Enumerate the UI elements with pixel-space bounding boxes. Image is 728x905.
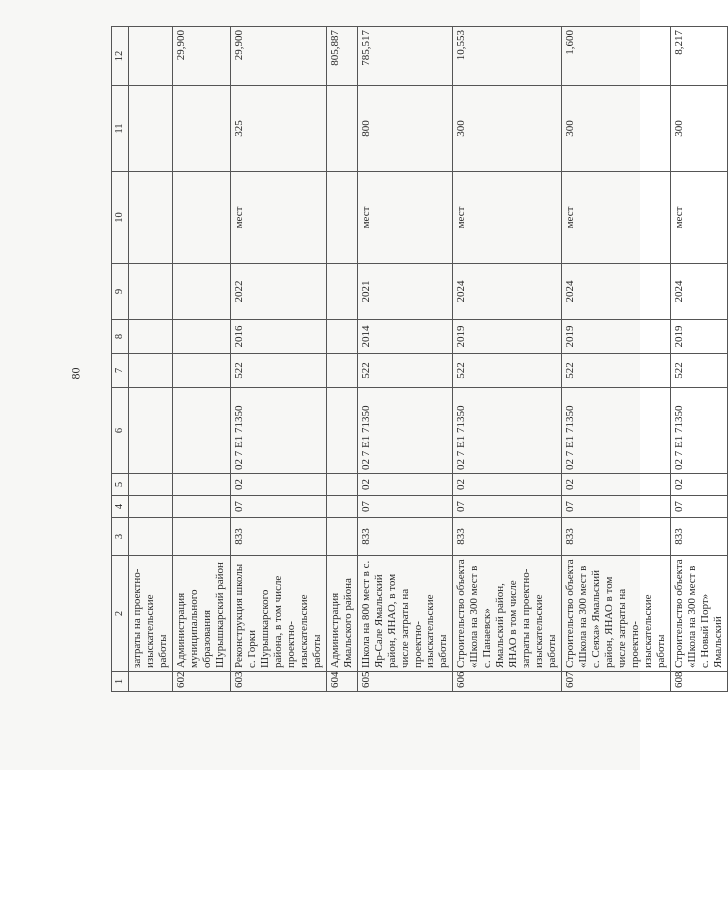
row-number: 604: [326, 672, 357, 692]
header-cell-3: 3: [112, 518, 129, 556]
cell-start-year: 2019: [562, 320, 671, 354]
cell-capacity: 300: [670, 86, 727, 172]
row-number: 607: [562, 672, 671, 692]
cell-amount: 29,900: [172, 27, 230, 86]
row-name: Строительство объекта «Школа на 300 мест в с. Панаевск» Ямальский район, ЯНАО в том числе затраты на проектно-изыскательские работы: [453, 556, 562, 672]
cell-capacity: 300: [453, 86, 562, 172]
cell-start-year: 2019: [670, 320, 727, 354]
cell-section: 07: [357, 496, 453, 518]
cell-subsection: [326, 474, 357, 496]
cell-end-year: 2024: [670, 264, 727, 320]
row-name: Школа на 800 мест в с. Яр-Сале Ямальский район, ЯНАО, в том числе затраты на проектно-изыскательские работы: [357, 556, 453, 672]
cell-end-year: 2024: [453, 264, 562, 320]
budget-table: [111, 26, 728, 692]
table-row: [562, 27, 671, 692]
cell-expense-type: [172, 354, 230, 388]
table-row: [172, 27, 230, 692]
cell-amount: 10,553: [453, 27, 562, 86]
row-name: Администрация Ямальского района: [326, 556, 357, 672]
header-cell-1: 1: [112, 672, 129, 692]
cell-amount: 29,900: [230, 27, 326, 86]
row-number: 602: [172, 672, 230, 692]
cell-capacity: 300: [562, 86, 671, 172]
cell-start-year: 2019: [453, 320, 562, 354]
header-cell-5: 5: [112, 474, 129, 496]
cell-target-article: 02 7 Е1 71350: [357, 388, 453, 474]
cell-amount: 8,217: [670, 27, 727, 86]
cell-subsection: 02: [562, 474, 671, 496]
table-row: [230, 27, 326, 692]
cell-grbs: [129, 518, 173, 556]
header-cell-9: 9: [112, 264, 129, 320]
cell-subsection: 02: [357, 474, 453, 496]
cell-section: 07: [453, 496, 562, 518]
cell-amount: 805,887: [326, 27, 357, 86]
table-row: [670, 27, 727, 692]
table-row: [326, 27, 357, 692]
row-number: 608: [670, 672, 727, 692]
cell-unit: мест: [453, 172, 562, 264]
cell-capacity: [326, 86, 357, 172]
cell-unit: [172, 172, 230, 264]
rotated-table-container: [111, 27, 724, 692]
header-cell-12: 12: [112, 27, 129, 86]
cell-expense-type: [326, 354, 357, 388]
cell-grbs: 833: [562, 518, 671, 556]
cell-grbs: [172, 518, 230, 556]
cell-target-article: 02 7 Е1 71350: [562, 388, 671, 474]
header-cell-10: 10: [112, 172, 129, 264]
cell-capacity: 325: [230, 86, 326, 172]
cell-start-year: [129, 320, 173, 354]
row-number: 606: [453, 672, 562, 692]
cell-section: [326, 496, 357, 518]
row-number: 603: [230, 672, 326, 692]
row-name: затраты на проектно-изыскательские работы: [129, 556, 173, 672]
header-row: [112, 27, 129, 692]
cell-target-article: 02 7 Е1 71350: [230, 388, 326, 474]
cell-unit: мест: [357, 172, 453, 264]
cell-target-article: [129, 388, 173, 474]
row-name: Реконструкция школы с. Горки Шурышкарского района, в том числе проектно-изыскательские работы: [230, 556, 326, 672]
page-number: 80: [68, 367, 83, 380]
cell-grbs: 833: [453, 518, 562, 556]
cell-start-year: 2014: [357, 320, 453, 354]
header-cell-2: 2: [112, 556, 129, 672]
cell-grbs: 833: [357, 518, 453, 556]
cell-subsection: 02: [230, 474, 326, 496]
cell-end-year: 2022: [230, 264, 326, 320]
cell-end-year: [326, 264, 357, 320]
cell-expense-type: 522: [562, 354, 671, 388]
row-name: Строительство объекта «Школа на 300 мест в с. Новый Порт» Ямальский: [670, 556, 727, 672]
table-row: [129, 27, 173, 692]
cell-unit: [129, 172, 173, 264]
table-area: [111, 27, 724, 692]
cell-section: 07: [670, 496, 727, 518]
cell-capacity: 800: [357, 86, 453, 172]
cell-amount: 1,600: [562, 27, 671, 86]
cell-grbs: 833: [230, 518, 326, 556]
row-number: 605: [357, 672, 453, 692]
cell-target-article: 02 7 Е1 71350: [453, 388, 562, 474]
header-cell-6: 6: [112, 388, 129, 474]
cell-start-year: [326, 320, 357, 354]
cell-section: 07: [230, 496, 326, 518]
row-name: Строительство объекта «Школа на 300 мест в с. Сеяха» Ямальский район, ЯНАО в том числе затраты на проектно-изыскательские работы: [562, 556, 671, 672]
cell-subsection: 02: [453, 474, 562, 496]
cell-expense-type: 522: [357, 354, 453, 388]
table-row: [357, 27, 453, 692]
header-cell-7: 7: [112, 354, 129, 388]
cell-start-year: 2016: [230, 320, 326, 354]
header-cell-8: 8: [112, 320, 129, 354]
cell-expense-type: 522: [453, 354, 562, 388]
cell-subsection: [172, 474, 230, 496]
cell-section: [129, 496, 173, 518]
cell-expense-type: [129, 354, 173, 388]
header-cell-4: 4: [112, 496, 129, 518]
cell-grbs: [326, 518, 357, 556]
cell-subsection: [129, 474, 173, 496]
cell-target-article: [326, 388, 357, 474]
cell-expense-type: 522: [230, 354, 326, 388]
cell-grbs: 833: [670, 518, 727, 556]
cell-section: 07: [562, 496, 671, 518]
cell-unit: мест: [562, 172, 671, 264]
row-name: Администрация муниципального образования Шурышкарский район: [172, 556, 230, 672]
cell-unit: [326, 172, 357, 264]
cell-target-article: 02 7 Е1 71350: [670, 388, 727, 474]
cell-unit: мест: [670, 172, 727, 264]
cell-target-article: [172, 388, 230, 474]
cell-expense-type: 522: [670, 354, 727, 388]
cell-section: [172, 496, 230, 518]
cell-amount: [129, 27, 173, 86]
cell-amount: 785,517: [357, 27, 453, 86]
cell-end-year: [129, 264, 173, 320]
cell-subsection: 02: [670, 474, 727, 496]
cell-end-year: 2021: [357, 264, 453, 320]
page-margin-bottom: [0, 770, 640, 905]
cell-end-year: [172, 264, 230, 320]
cell-start-year: [172, 320, 230, 354]
cell-end-year: 2024: [562, 264, 671, 320]
table-row: [453, 27, 562, 692]
row-number: [129, 672, 173, 692]
cell-capacity: [172, 86, 230, 172]
header-cell-11: 11: [112, 86, 129, 172]
cell-capacity: [129, 86, 173, 172]
cell-unit: мест: [230, 172, 326, 264]
